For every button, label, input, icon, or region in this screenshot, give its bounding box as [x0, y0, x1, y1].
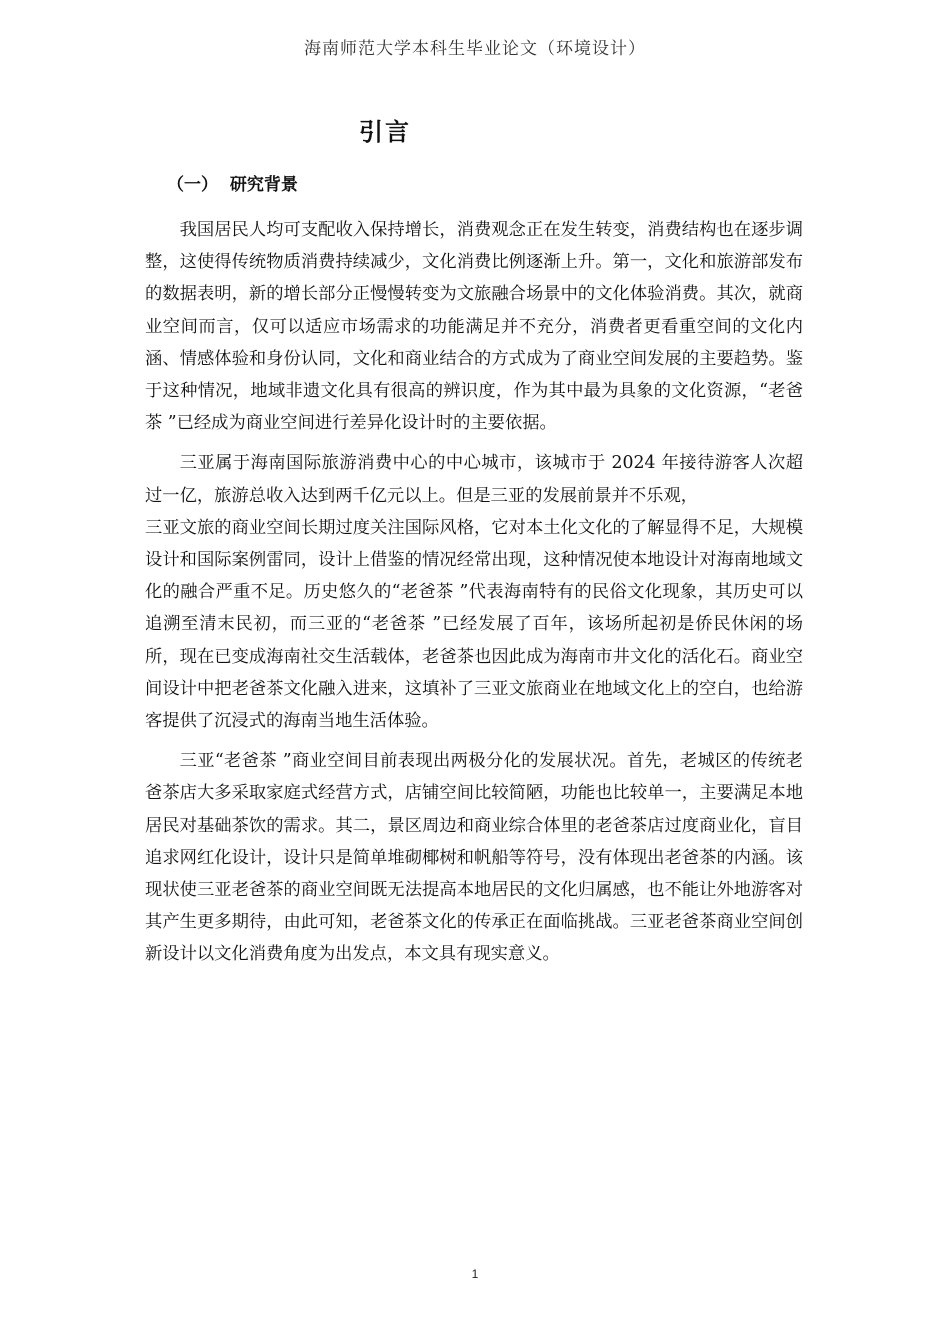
section-heading: （一） 研究背景: [167, 175, 298, 195]
paragraph: 三亚属于海南国际旅游消费中心的中心城市，该城市于 2024 年接待游客人次超过一亿，旅游总收入达到两千亿元以上。但是三亚的发展前景并不乐观，: [145, 453, 803, 506]
page-number: 1: [471, 1267, 479, 1281]
paragraph: 三亚“老爸茶 ”商业空间目前表现出两极分化的发展状况。首先，老城区的传统老爸茶店大多采取家庭式经营方式，店铺空间比较简陋，功能也比较单一，主要满足本地居民对基础茶饮的需求。其二，景区周边和商业综合体里的老爸茶店过度商业化，盲目追求网红化设计，设计只是简单堆砌椰树和帆船等符号，没有体现出老爸茶的内涵。该现状使三亚老爸茶的商业空间既无法提高本地居民的文化归属感，也不能让外地游客对其产生更多期待，由此可知，老爸茶文化的传承正在面临挑战。三亚老爸茶商业空间创新设计以文化消费角度为出发点，本文具有现实意义。: [145, 751, 803, 965]
chapter-title: 引言: [359, 118, 411, 146]
paragraph: 三亚文旅的商业空间长期过度关注国际风格，它对本土化文化的了解显得不足，大规模设计和国际案例雷同，设计上借鉴的情况经常出现，这种情况使本地设计对海南地域文化的融合严重不足。历史悠久的“老爸茶 ”代表海南特有的民俗文化现象，其历史可以追溯至清末民初，而三亚的“老爸茶 ”已经发展了百年，该场所起初是侨民休闲的场所，现在已变成海南社交生活载体，老爸茶也因此成为海南市井文化的活化石。商业空间设计中把老爸茶文化融入进来，这填补了三亚文旅商业在地域文化上的空白，也给游客提供了沉浸式的海南当地生活体验。: [145, 517, 803, 732]
running-header: 海南师范大学本科生毕业论文（环境设计）: [304, 39, 646, 59]
paragraph: 我国居民人均可支配收入保持增长，消费观念正在发生转变，消费结构也在逐步调整，这使得传统物质消费持续减少，文化消费比例逐渐上升。第一，文化和旅游部发布的数据表明，新的增长部分正慢慢转变为文旅融合场景中的文化体验消费。其次，就商业空间而言，仅可以适应市场需求的功能满足并不充分，消费者更看重空间的文化内涵、情感体验和身份认同，文化和商业结合的方式成为了商业空间发展的主要趋势。鉴于这种情况，地域非遗文化具有很高的辨识度，作为其中最为具象的文化资源，“老爸茶 ”已经成为商业空间进行差异化设计时的主要依据。: [145, 220, 803, 434]
body-text: [145, 214, 803, 979]
